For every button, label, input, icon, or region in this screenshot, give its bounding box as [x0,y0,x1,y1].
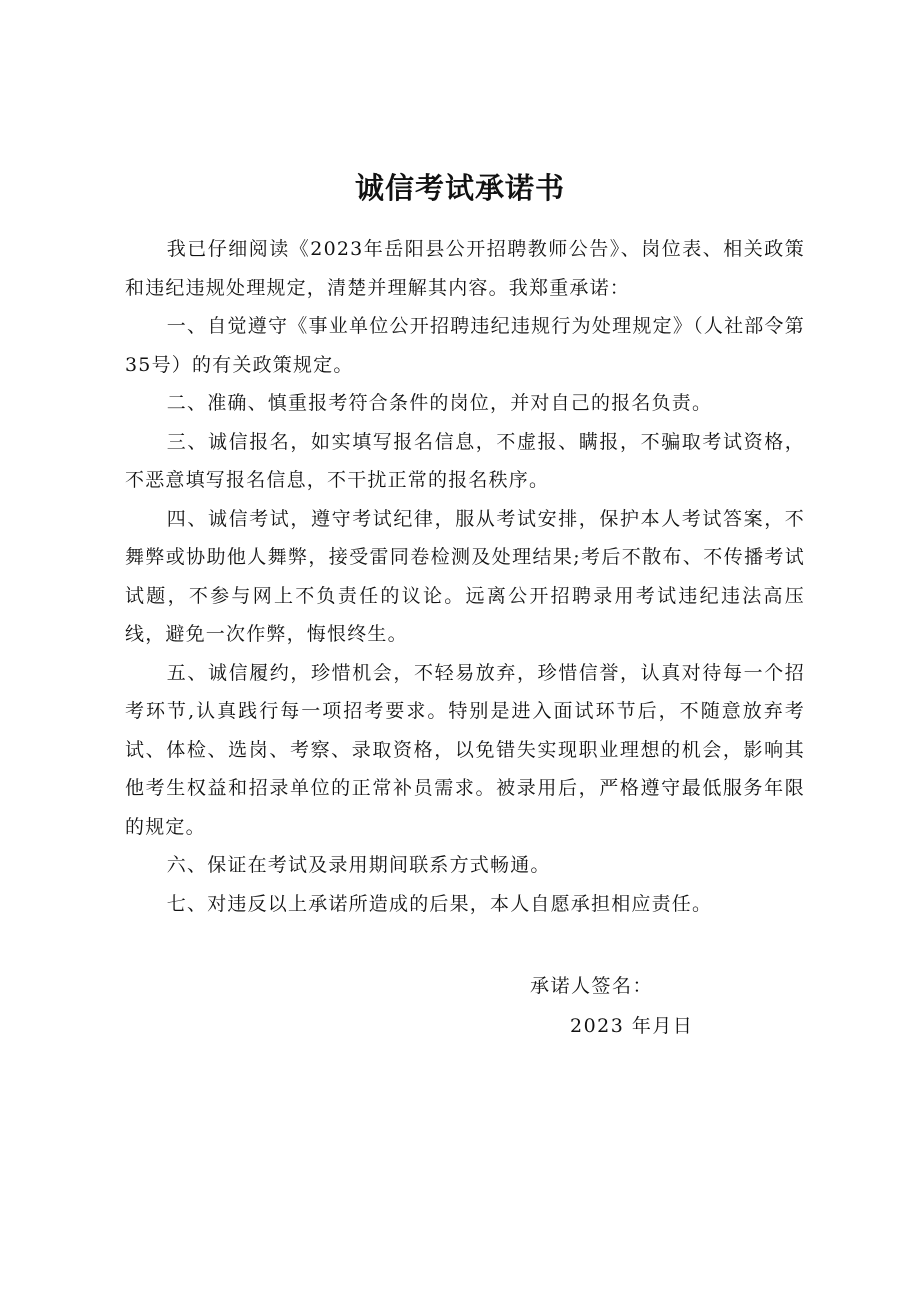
paragraph-item-4: 四、诚信考试，遵守考试纪律，服从考试安排，保护本人考试答案，不舞弊或协助他人舞弊，接受雷同卷检测及处理结果;考后不散布、不传播考试试题，不参与网上不负责任的议论。远离公开招聘录用考试违纪违法高压线，避免一次作弊，悔恨终生。 [125,507,805,645]
paragraph-item-1: 一、自觉遵守《事业单位公开招聘违纪违规行为处理规定》（人社部令第35号）的有关政策规定。 [125,315,805,376]
signature-label: 承诺人签名： [530,975,654,997]
paragraph-item-6: 六、保证在考试及录用期间联系方式畅通。 [166,854,551,876]
document-body [125,230,805,923]
document-title: 诚信考试承诺书 [354,171,565,205]
paragraph-item-3: 三、诚信报名，如实填写报名信息，不虚报、瞒报，不骗取考试资格，不恶意填写报名信息，不干扰正常的报名秩序。 [125,430,805,491]
paragraph-item-2: 二、准确、慎重报考符合条件的岗位，并对自己的报名负责。 [166,392,713,414]
paragraph-intro: 我已仔细阅读《2023年岳阳县公开招聘教师公告》、岗位表、相关政策和违纪违规处理规定，清楚并理解其内容。我郑重承诺： [125,238,805,299]
paragraph-item-5: 五、诚信履约，珍惜机会，不轻易放弃，珍惜信誉，认真对待每一个招考环节,认真践行每一项招考要求。特别是进入面试环节后，不随意放弃考试、体检、选岗、考察、录取资格，以免错失实现职业理想的机会，影响其他考生权益和招录单位的正常补员需求。被录用后，严格遵守最低服务年限的规定。 [125,661,805,838]
paragraph-item-7: 七、对违反以上承诺所造成的后果，本人自愿承担相应责任。 [166,892,713,915]
signature-date: 2023 年月日 [570,1015,694,1037]
